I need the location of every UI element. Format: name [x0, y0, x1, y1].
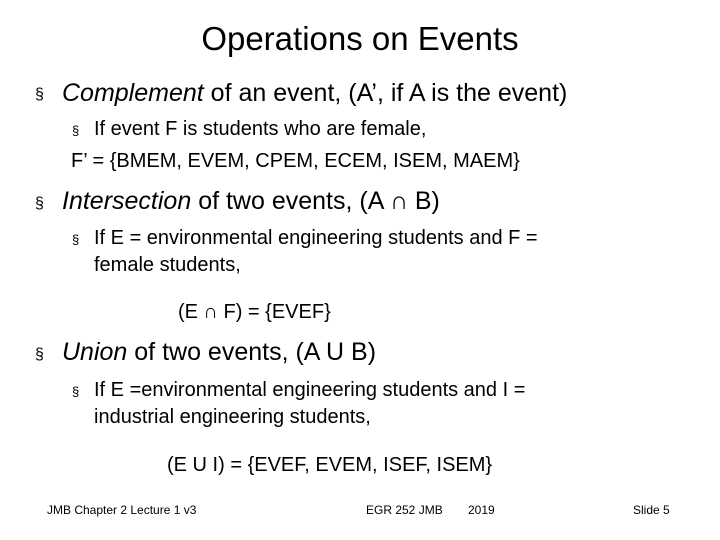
intersection-heading: [62, 189, 440, 214]
footer-course-code: EGR 252 JMB: [366, 503, 443, 517]
intersection-desc: of two events, (A ∩ B): [191, 187, 440, 215]
intersection-example-line2: female students,: [94, 254, 241, 276]
sub-bullet-icon: §: [72, 384, 80, 399]
complement-desc: of an event, (A’, if A is the event): [203, 79, 568, 107]
union-result: (E U I) = {EVEF, EVEM, ISEF, ISEM}: [167, 454, 493, 476]
complement-result: F’ = {BMEM, EVEM, CPEM, ECEM, ISEM, MAEM}: [71, 150, 520, 172]
union-term: Union: [62, 338, 128, 366]
footer-course-info: JMB Chapter 2 Lecture 1 v3: [47, 503, 197, 517]
footer-slide-number: Slide 5: [633, 503, 670, 517]
union-heading: [62, 340, 376, 365]
bullet-icon: §: [35, 86, 44, 103]
complement-heading: [62, 81, 567, 106]
complement-term: Complement: [62, 79, 204, 107]
footer-year: 2019: [468, 503, 495, 517]
intersection-example-line1: If E = environmental engineering students and F =: [94, 227, 538, 249]
bullet-icon: §: [35, 346, 44, 363]
intersection-result: (E ∩ F) = {EVEF}: [178, 301, 331, 323]
sub-bullet-icon: §: [72, 232, 80, 247]
complement-example: If event F is students who are female,: [94, 118, 427, 140]
union-example-line1: If E =environmental engineering students and I =: [94, 379, 526, 401]
union-desc: of two events, (A U B): [127, 338, 377, 366]
intersection-term: Intersection: [62, 187, 192, 215]
sub-bullet-icon: §: [72, 123, 80, 138]
bullet-icon: §: [35, 195, 44, 212]
slide-title: Operations on Events: [201, 20, 519, 57]
union-example-line2: industrial engineering students,: [94, 406, 371, 428]
